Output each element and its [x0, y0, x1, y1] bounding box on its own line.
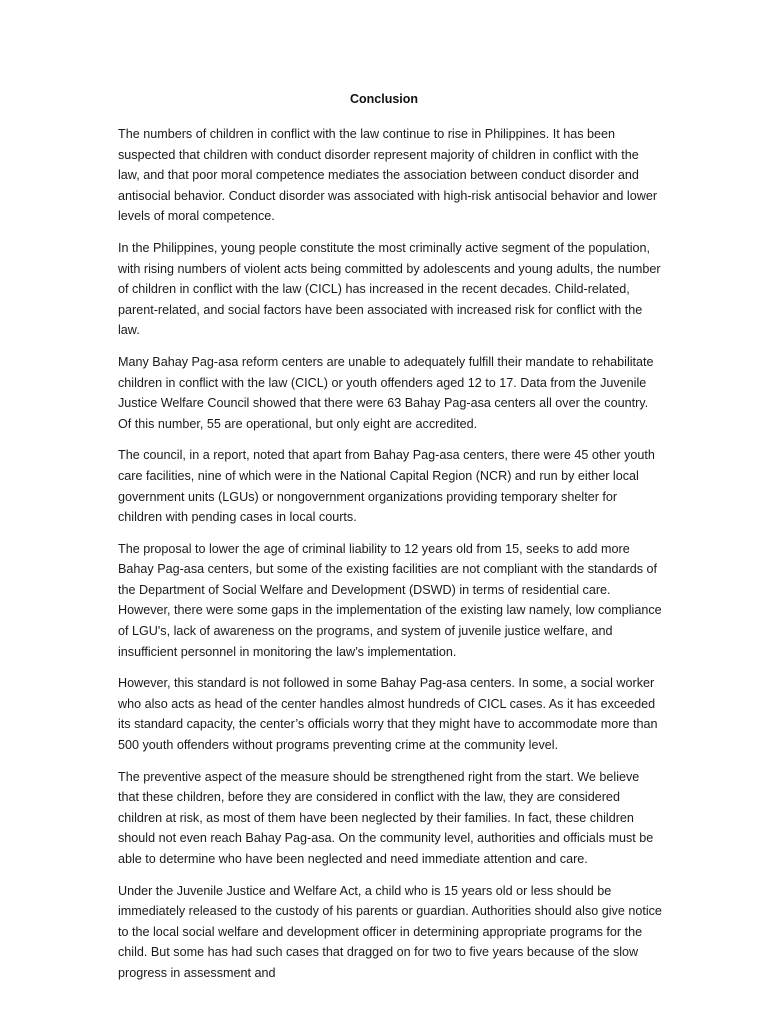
paragraph-8: Under the Juvenile Justice and Welfare Act, a child who is 15 years old or less should be immediately released to the custody of his parents or guardian. Authorities should also give notice to the local social welfare and development officer in determining appropriate programs for the child. But some has had such cases that dragged on for two to five years because of the slow progress in assessment and — [118, 883, 662, 980]
paragraph-2: In the Philippines, young people constitute the most criminally active segment of the population, with rising numbers of violent acts being committed by adolescents and young adults, the number of children in conflict with the law (CICL) has increased in the recent decades. Child-related, parent-related, and social factors have been associated with increased risk for conflict with the law. — [118, 240, 661, 338]
paragraph-6: However, this standard is not followed in some Bahay Pag-asa centers. In some, a social worker who also acts as head of the center handles almost hundreds of CICL cases. As it has exceeded its standard capacity, the center’s officials worry that they might have to accommodate more than 500 youth offenders without programs preventing crime at the community level. — [118, 676, 658, 753]
page-title: Conclusion — [349, 92, 419, 106]
paragraph-4: The council, in a report, noted that apart from Bahay Pag-asa centers, there were 45 other youth care facilities, nine of which were in the National Capital Region (NCR) and run by either local government units (LGUs) or nongovernment organizations providing temporary shelter for children with pending cases in local courts. — [118, 448, 655, 525]
paragraph-1: The numbers of children in conflict with the law continue to rise in Philippines. It has been suspected that children with conduct disorder represent majority of children in conflict with the law, and that poor moral competence mediates the association between conduct disorder and antisocial behavior. Conduct disorder was associated with high-risk antisocial behavior and lower levels of moral competence. — [118, 127, 658, 224]
document-body — [118, 124, 663, 995]
paragraph-7: The preventive aspect of the measure should be strengthened right from the start. We believe that these children, before they are considered in conflict with the law, they are considered children at risk, as most of them have been neglected by their families. In fact, these children should not even reach Bahay Pag-asa. On the community level, authorities and officials must be able to determine who have been neglected and need immediate attention and care. — [118, 769, 654, 866]
paragraph-3: Many Bahay Pag-asa reform centers are unable to adequately fulfill their mandate to rehabilitate children in conflict with the law (CICL) or youth offenders aged 12 to 17. Data from the Juvenile Justice Welfare Council showed that there were 63 Bahay Pag-asa centers all over the country. Of this number, 55 are operational, but only eight are accredited. — [118, 354, 654, 431]
paragraph-5: The proposal to lower the age of criminal liability to 12 years old from 15, seeks to add more Bahay Pag-asa centers, but some of the existing facilities are not compliant with the standards of the Department of Social Welfare and Development (DSWD) in terms of residential care. However, there were some gaps in the implementation of the existing law namely, low compliance of LGU's, lack of awareness on the programs, and system of juvenile justice welfare, and insufficient personnel in monitoring the law’s implementation. — [118, 541, 662, 659]
